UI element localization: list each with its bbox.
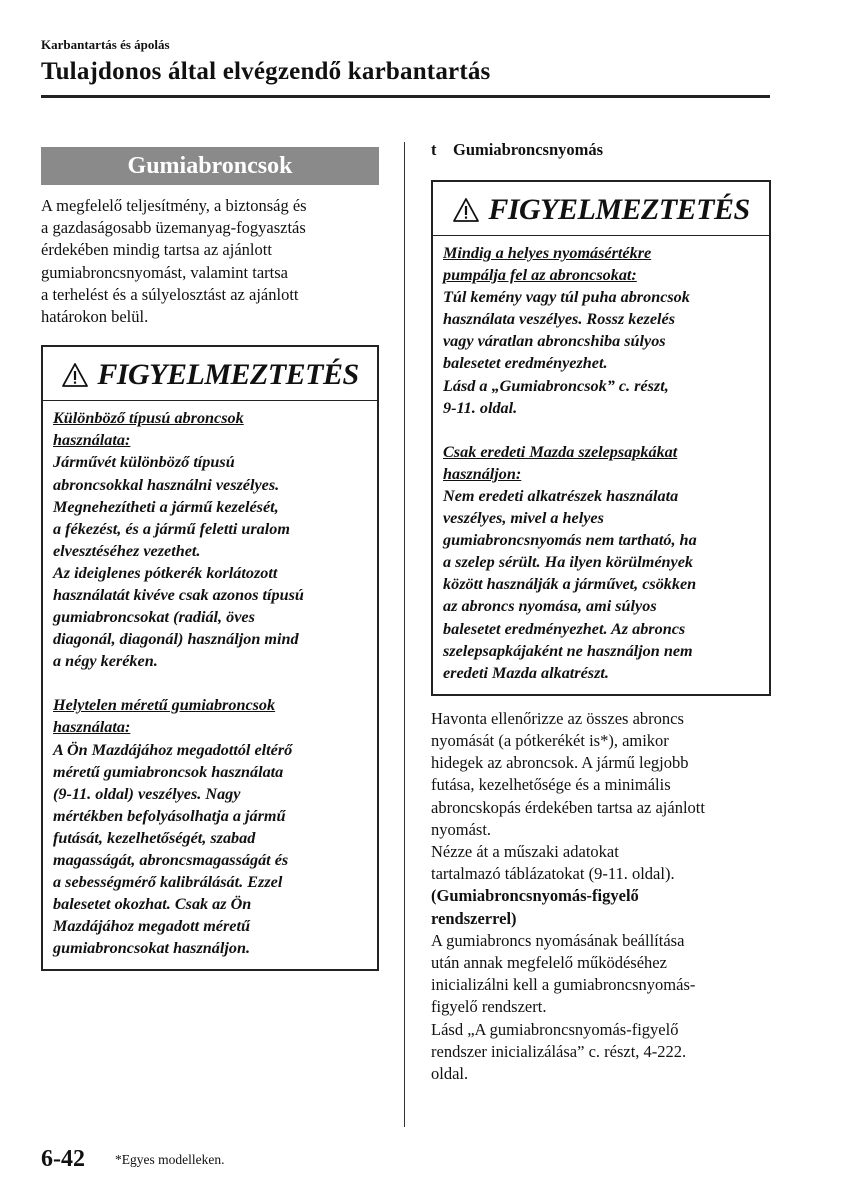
- text-line: használata veszélyes. Rossz kezelés: [443, 310, 676, 329]
- warning-body: [53, 407, 367, 959]
- text-line: az abroncs nyomása, ami súlyos: [443, 597, 657, 616]
- warning-box: [41, 345, 379, 971]
- text-line: határokon belül.: [41, 307, 149, 327]
- text-line: érdekében mindig tartsa az ajánlott: [41, 240, 272, 260]
- text-line: futása, kezelhetősége és a minimális: [431, 775, 671, 795]
- text-line: A Ön Mazdájához megadottól eltérő: [53, 740, 293, 759]
- warning-subtitle: használata:: [53, 718, 131, 737]
- bold-subheading: (Gumiabroncsnyomás-figyelő: [431, 886, 639, 906]
- text-line: Túl kemény vagy túl puha abroncsok: [443, 288, 690, 307]
- text-line: A gumiabroncs nyomásának beállítása: [431, 930, 685, 950]
- left-column: [41, 147, 379, 971]
- warning-heading-text: FIGYELMEZTETÉS: [488, 193, 750, 226]
- text-line: balesetet okozhat. Csak az Ön: [53, 895, 252, 914]
- text-line: között használják a járművet, csökken: [443, 575, 697, 594]
- text-line: nyomását (a pótkerékét is*), amikor: [431, 730, 669, 750]
- text-line: Az ideiglenes pótkerék korlátozott: [53, 563, 278, 582]
- text-line: használatát kivéve csak azonos típusú: [53, 585, 304, 604]
- text-line: elvesztéséhez vezethet.: [53, 541, 201, 560]
- section-label: Karbantartás és ápolás: [41, 37, 170, 52]
- text-line: a négy keréken.: [53, 652, 158, 671]
- text-line: Lásd a „Gumiabroncsok” c. részt,: [443, 376, 669, 395]
- text-line: vagy váratlan abroncshiba súlyos: [443, 332, 666, 351]
- text-line: a szelep sérült. Ha ilyen körülmények: [443, 553, 693, 572]
- body-paragraphs: [431, 708, 771, 1085]
- text-line: méretű gumiabroncsok használata: [53, 762, 284, 781]
- warning-subtitle: Helytelen méretű gumiabroncsok: [53, 696, 276, 715]
- text-line: A megfelelő teljesítmény, a biztonság és: [41, 196, 307, 215]
- text-line: veszélyes, mivel a helyes: [443, 509, 604, 528]
- text-line: rendszer inicializálása” c. részt, 4-222.: [431, 1041, 687, 1061]
- subheading-text: Gumiabroncsnyomás: [453, 140, 604, 159]
- text-line: Havonta ellenőrizze az összes abroncs: [431, 708, 684, 728]
- text-line: abroncsokkal használni veszélyes.: [53, 475, 280, 494]
- warning-heading-text: FIGYELMEZTETÉS: [97, 358, 359, 392]
- text-line: a sebességmérő kalibrálását. Ezzel: [53, 873, 283, 892]
- warning-subtitle: Különböző típusú abroncsok: [53, 409, 244, 428]
- warning-box: [431, 180, 771, 696]
- text-line: a terhelést és a súlyelosztást az ajánlott: [41, 284, 299, 304]
- column-divider: [404, 142, 405, 1127]
- section-title-band: Gumiabroncsok: [41, 147, 379, 185]
- page-title: Tulajdonos által elvégzendő karbantartás: [41, 58, 491, 85]
- warning-heading: [433, 185, 769, 236]
- warning-triangle-icon: [452, 197, 480, 223]
- text-line: a gazdaságosabb üzemanyag-fogyasztás: [41, 218, 306, 238]
- text-line: 9-11. oldal.: [443, 398, 518, 417]
- subheading: [431, 140, 771, 164]
- intro-paragraph: [41, 195, 379, 328]
- text-line: balesetet eredményezhet. Az abroncs: [443, 619, 686, 638]
- text-line: gumiabroncsnyomást, valamint tartsa: [41, 262, 288, 282]
- title-rule: [41, 95, 770, 98]
- text-line: (9-11. oldal) veszélyes. Nagy: [53, 784, 241, 803]
- text-line: balesetet eredményezhet.: [443, 354, 608, 373]
- text-line: magasságát, abroncsmagasságát és: [53, 851, 289, 869]
- text-line: futását, kezelhetőségét, szabad: [53, 828, 256, 847]
- text-line: Nézze át a műszaki adatokat: [431, 842, 619, 861]
- warning-triangle-icon: [61, 362, 89, 388]
- bold-subheading: rendszerrel): [431, 908, 517, 928]
- right-column: [431, 140, 771, 1085]
- text-line: eredeti Mazda alkatrészt.: [443, 663, 609, 682]
- text-line: gumiabroncsnyomás nem tartható, ha: [443, 531, 697, 550]
- text-line: a fékezést, és a jármű feletti uralom: [53, 519, 290, 538]
- text-line: hidegek az abroncsok. A jármű legjobb: [431, 753, 689, 773]
- text-line: Nem eredeti alkatrészek használata: [443, 486, 679, 505]
- warning-subtitle: használata:: [53, 431, 131, 450]
- warning-body: [443, 242, 759, 684]
- text-line: Lásd „A gumiabroncsnyomás-figyelő: [431, 1019, 679, 1039]
- text-line: után annak megfelelő működéséhez: [431, 953, 667, 973]
- text-line: oldal.: [431, 1064, 469, 1084]
- text-line: Megnehezítheti a jármű kezelését,: [53, 497, 279, 516]
- warning-heading: [43, 350, 377, 401]
- subheading-marker: t: [431, 140, 437, 159]
- text-line: abroncskopás érdekében tartsa az ajánlott: [431, 797, 705, 817]
- text-line: diagonál, diagonál) használjon mind: [53, 630, 299, 649]
- text-line: inicializálni kell a gumiabroncsnyomás-: [431, 975, 696, 995]
- warning-subtitle: Mindig a helyes nyomásértékre: [443, 244, 652, 262]
- text-line: szelepsapkájaként ne használjon nem: [443, 641, 693, 660]
- text-line: nyomást.: [431, 819, 492, 839]
- text-line: Járművét különböző típusú: [53, 453, 235, 472]
- text-line: gumiabroncsokat használjon.: [53, 939, 251, 958]
- text-line: Mazdájához megadott méretű: [53, 917, 250, 936]
- text-line: tartalmazó táblázatokat (9-11. oldal).: [431, 864, 675, 884]
- warning-subtitle: Csak eredeti Mazda szelepsapkákat: [443, 442, 678, 461]
- footnote: *Egyes modelleken.: [115, 1152, 225, 1167]
- page-number: 6-42: [41, 1146, 85, 1172]
- text-line: gumiabroncsokat (radiál, öves: [53, 608, 255, 627]
- text-line: figyelő rendszert.: [431, 997, 547, 1017]
- warning-subtitle: pumpálja fel az abroncsokat:: [443, 266, 637, 285]
- text-line: mértékben befolyásolhatja a jármű: [53, 806, 286, 825]
- warning-subtitle: használjon:: [443, 464, 522, 483]
